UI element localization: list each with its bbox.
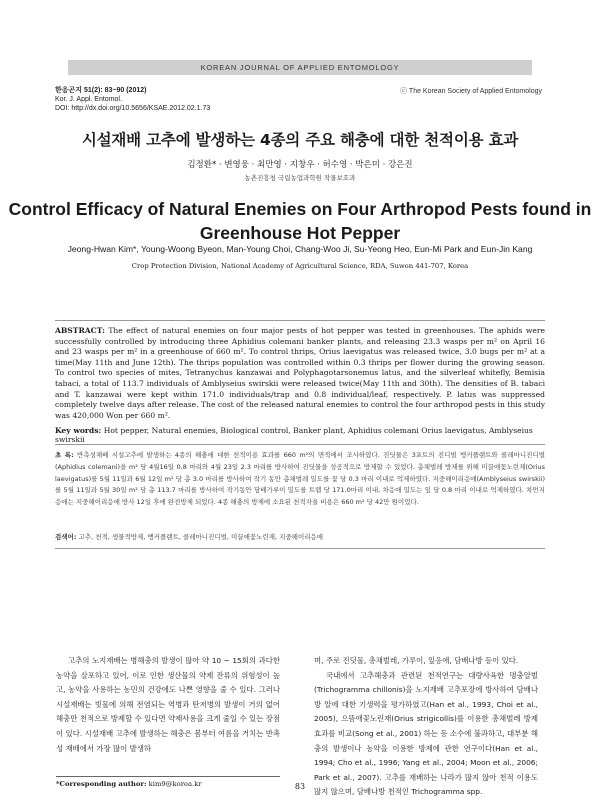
citation-line-2: Kor. J. Appl. Entomol. bbox=[55, 96, 122, 103]
ko-keywords-text: 고추, 천적, 생물적방제, 뱅커플랜트, 콜레마니진디벌, 미끌애꽃노린재, 지중해이리응애 bbox=[78, 533, 324, 541]
footnote-divider bbox=[56, 776, 280, 777]
abstract-text: The effect of natural enemies on four major pests of hot pepper was tested in greenhouses. The aphids were successfully controlled by introducing three Aphidius colemani banker plants, and releasing 23.3 wasps per m² on April 16 and 23 wasps per m² in a greenhouse of 660 m². To control thrips, Orius laevigatus was released twice, 3.0 bugs per m² at a time(May 11th and June 12th). The thrips population was controlled within 0.3 thrips per flower during the growing season. To control two species of mites, Tetranychus kanzawai and Polyphagotarsonemus latus, and the silverleaf whitefly, Bemisia tabaci, a total of 113.7 individuals of Amblyseius swirskii were released twice(May 11th and 30th). The densities of B. tabaci and T. kanzawai were kept within 171.0 individuals/trap and 0.8 individual/leaf, respectively. P. latus was suppressed completely twelve days after release. The cost of the released natural enemies to control the four arthropod pests in this study was 420,000 Won per 660 m². bbox=[55, 326, 545, 420]
divider bbox=[55, 444, 545, 445]
divider bbox=[55, 548, 545, 549]
body-column-right bbox=[314, 654, 538, 800]
title-english bbox=[0, 197, 600, 245]
body-column-left bbox=[56, 654, 280, 756]
body-paragraph: 국내에서 고추해충과 관련된 천적연구는 대량사육한 명충알벌(Trichogramma chillonis)을 노지재배 고추포장에 방사하여 담배나방 알에 대한 기생력을 평가하였고(Han et al., 1993, Choi et al., 2005), 으뜸애꽃노린재(Orius strigicollis)를 이용한 총채벌레 방제효과를 비교(Song et al., 2001) 하는 등 소수에 불과하고, 대부분 해충의 발생이나 농약을 이용한 방제에 관한 연구이다(Han et al., 1994; Cho et al., 1996; Yang et al., 2004; Moon et al., 2006; Park et al., 2007). 고추를 재배하는 나라가 많지 않아 천적 이용도 많지 않으며, 담배나방 천적인 Trichogramma spp. bbox=[314, 670, 538, 797]
title-english-line-1: Control Efficacy of Natural Enemies on Four Arthropod Pests found in bbox=[8, 199, 592, 219]
affiliation-korean: 농촌진흥청 국립농업과학원 작물보호과 bbox=[244, 174, 356, 182]
ko-abstract-text: 반촉성재배 시설고추에 발생하는 4종의 해충에 대한 천적이용 효과를 660 m²의 면적에서 조사하였다. 진딧물은 3포트의 진디벌 뱅커플랜트와 콜레마니진디벌(Aphidius colemani)을 m² 당 4월16일 0.8 마리와 4월 23일 2.3 마리를 방사하여 진딧물을 성공적으로 방제할 수 있었다. 총채벌레 방제를 위해 미끌애꽃노린재(Orius laevigatus)를 5월 11일과 6월 12일 m² 당 총 3.0 마리를 방사하여 작기 동안 총채벌레 밀도를 꽃 당 0.3 마리 이내로 억제하였다. 지중해이리응애(Amblyseius swirskii)를 5월 11일과 5월 30일 m² 당 총 113.7 마리를 방사하여 작기동안 담배가루이 밀도를 트랩 당 171.0마리 이내, 차응애 밀도는 잎 당 0.8 마리 이내로 억제하였다. 차먼지응애는 지중해이리응애 방사 12일 후에 완전방제 되었다. 4종 해충의 방제에 소요된 천적자울 비용은 660 m² 당 42만 원이었다. bbox=[55, 451, 545, 507]
abstract-english bbox=[55, 326, 545, 421]
title-korean: 시설재배 고추에 발생하는 4종의 주요 해충에 대한 천적이용 효과 bbox=[81, 131, 519, 149]
keywords-english bbox=[55, 426, 545, 444]
corresponding-label: *Corresponding author: bbox=[56, 780, 147, 788]
body-paragraph: 고추의 노지재배는 병해충의 발생이 많아 약 10 ~ 15회의 과다한 농약을 살포하고 있어, 이로 인한 생산물의 약제 잔류의 위험성이 높고, 농약을 사용하는 농민의 건강에도 나쁜 영향을 줄 수 있다. 그러나 시설재배는 빗물에 의해 전염되는 역병과 탄저병의 발생이 거의 없어 해충만 천적으로 방제할 수 있다면 약제사용을 크게 줄일 수 있는 장점이 있다. 시설재배 고추에 발생하는 해충은 봄부터 여름을 거치는 반촉성 재배에서 가장 많이 발생하 bbox=[56, 656, 280, 753]
page-number: 83 bbox=[294, 782, 306, 791]
ko-keywords-label: 검색어: bbox=[55, 533, 77, 541]
keywords-label: Key words: bbox=[55, 426, 102, 435]
citation-meta bbox=[55, 86, 210, 113]
keywords-korean bbox=[55, 532, 545, 541]
title-english-line-2: Greenhouse Hot Pepper bbox=[199, 223, 401, 243]
divider bbox=[55, 320, 545, 321]
ko-abstract-label: 초 록: bbox=[55, 451, 74, 459]
abstract-label: ABSTRACT: bbox=[55, 326, 105, 335]
corresponding-email[interactable]: kim9@korea.kr bbox=[148, 780, 202, 788]
journal-header-bar: KOREAN JOURNAL OF APPLIED ENTOMOLOGY bbox=[68, 60, 532, 75]
authors-english: Jeong-Hwan Kim*, Young-Woong Byeon, Man-Young Choi, Chang-Woo Ji, Su-Yeong Heo, Eun-Mi Park and Eun-Jin Kang bbox=[67, 244, 533, 254]
copyright-notice: ⓒ The Korean Society of Applied Entomology bbox=[400, 88, 542, 95]
authors-korean: 김정환* · 변영웅 · 최만영 · 지창우 · 허수영 · 박은미 · 강은진 bbox=[187, 160, 413, 170]
affiliation-english: Crop Protection Division, National Academy of Agricultural Science, RDA, Suwon 441-707, Korea bbox=[131, 262, 469, 270]
citation-line-1: 한응곤지 51(2): 83~90 (2012) bbox=[55, 87, 147, 94]
doi-link[interactable]: DOI: http://dx.doi.org/10.5656/KSAE.2012.02.1.73 bbox=[55, 105, 211, 112]
abstract-korean bbox=[55, 450, 545, 509]
body-paragraph: 며, 주로 진딧물, 총채벌레, 가루이, 잎응애, 담배나방 등이 있다. bbox=[314, 656, 519, 665]
keywords-text: Hot pepper, Natural enemies, Biological control, Banker plant, Aphidius colemani Orius laevigatus, Amblyseius swirskii bbox=[55, 426, 533, 444]
